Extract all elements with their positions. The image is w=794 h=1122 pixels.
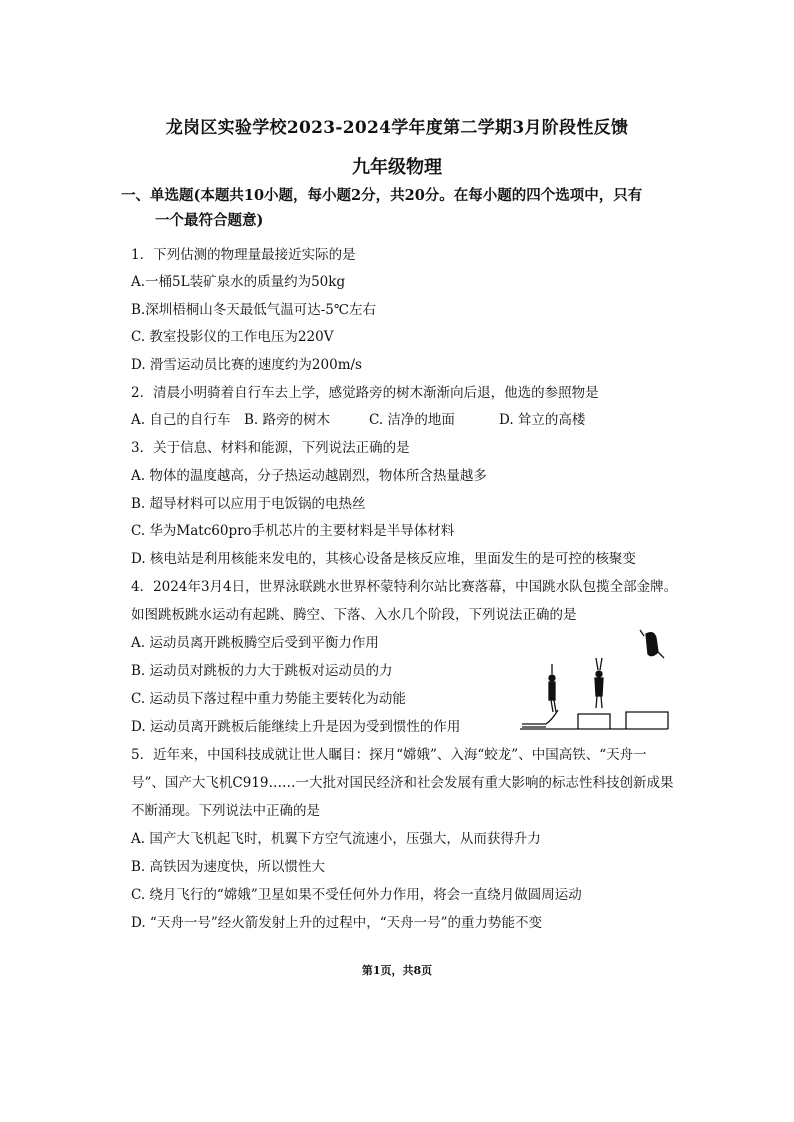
section-heading: 一、单选题(本题共10小题，每小题2分，共20分。在每小题的四个选项中，只有 [121, 187, 643, 204]
q5-stem-line3: 不断涌现。下列说法中正确的是 [131, 803, 320, 819]
q5-option-b: B. 高铁因为速度快，所以惯性大 [131, 859, 326, 875]
q5-option-c: C. 绕月飞行的“嫦娥”卫星如果不受任何外力作用，将会一直绕月做圆周运动 [131, 887, 582, 903]
q4-option-c: C. 运动员下落过程中重力势能主要转化为动能 [131, 691, 406, 707]
q3-option-c: C. 华为Matc60pro手机芯片的主要材料是半导体材料 [131, 523, 455, 539]
q4-option-d: D. 运动员离开跳板后能继续上升是因为受到惯性的作用 [131, 719, 461, 735]
q4-stem-line2: 如图跳板跳水运动有起跳、腾空、下落、入水几个阶段，下列说法正确的是 [131, 607, 577, 623]
q3-stem: 3．关于信息、材料和能源，下列说法正确的是 [131, 440, 410, 456]
q1-option-b: B.深圳梧桐山冬天最低气温可达-5℃左右 [131, 302, 376, 318]
q5-option-a: A. 国产大飞机起飞时，机翼下方空气流速小，压强大，从而获得升力 [131, 831, 541, 847]
q4-option-b: B. 运动员对跳板的力大于跳板对运动员的力 [131, 663, 393, 679]
q5-option-d: D. “天舟一号”经火箭发射上升的过程中，“天舟一号”的重力势能不变 [131, 915, 543, 931]
q1-stem: 1．下列估测的物理量最接近实际的是 [131, 247, 356, 263]
q5-stem-line2: 号”、国产大飞机C919……一大批对国民经济和社会发展有重大影响的标志性科技创新成果 [131, 775, 674, 791]
q1-option-d: D. 滑雪运动员比赛的速度约为200m/s [131, 357, 362, 373]
q3-option-b: B. 超导材料可以应用于电饭锅的电热丝 [131, 496, 366, 512]
page-number: 第1页，共8页 [361, 964, 433, 977]
q4-stem-line1: 4．2024年3月4日，世界泳联跳水世界杯蒙特利尔站比赛落幕，中国跳水队包揽全部金牌。 [131, 579, 678, 595]
q1-option-c: C. 教室投影仪的工作电压为220V [131, 329, 334, 345]
q4-option-a: A. 运动员离开跳板腾空后受到平衡力作用 [131, 635, 379, 651]
q2-option-c: C. 洁净的地面 [369, 412, 455, 428]
q3-option-d: D. 核电站是利用核能来发电的，其核心设备是核反应堆，里面发生的是可控的核聚变 [131, 551, 636, 567]
q2-option-d: D. 耸立的高楼 [499, 412, 586, 428]
diving-stages-figure [518, 628, 670, 732]
q2-stem: 2．清晨小明骑着自行车去上学，感觉路旁的树木渐渐向后退，他选的参照物是 [131, 385, 599, 401]
section-heading-cont: 一个最符合题意) [155, 212, 264, 229]
q2-option-a: A. 自己的自行车 [131, 412, 231, 428]
q2-option-b: B. 路旁的树木 [244, 412, 331, 428]
q5-stem-line1: 5．近年来，中国科技成就让世人瞩目：探月“嫦娥”、入海“蛟龙”、中国高铁、“天舟一 [131, 747, 647, 763]
q3-option-a: A. 物体的温度越高，分子热运动越剧烈，物体所含热量越多 [131, 468, 487, 484]
exam-title: 龙岗区实验学校2023-2024学年度第二学期3月阶段性反馈 [165, 118, 629, 138]
exam-subtitle: 九年级物理 [352, 157, 442, 178]
q1-option-a: A.一桶5L装矿泉水的质量约为50kg [131, 274, 346, 290]
